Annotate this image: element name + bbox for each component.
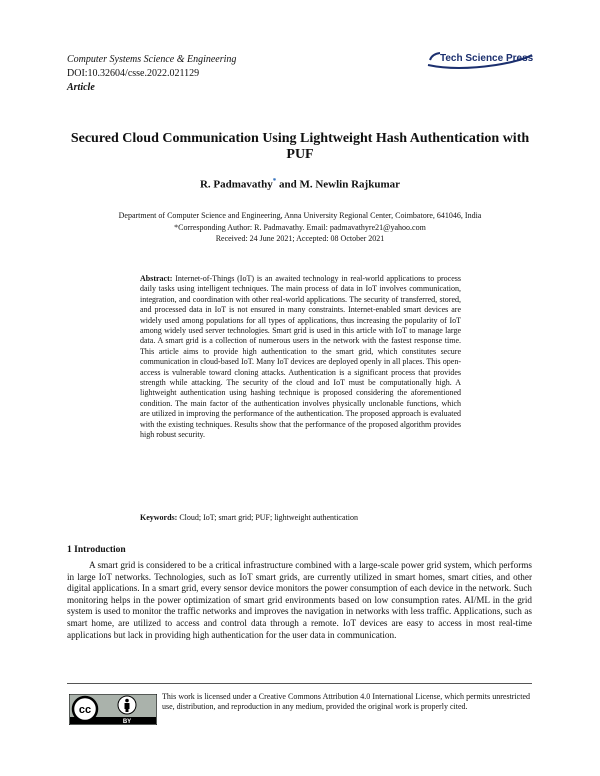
publisher-logo-text: Tech Science Press: [440, 53, 534, 64]
publisher-logo: [426, 51, 534, 69]
cc-by-badge[interactable]: [69, 694, 157, 725]
author-1: R. Padmavathy: [199, 178, 273, 191]
keywords: [140, 513, 461, 522]
paper-title: Secured Cloud Communication Using Lightweight Hash Authentication with PUF: [70, 131, 530, 162]
received-dates: Received: 24 June 2021; Accepted: 08 October 2021: [215, 234, 385, 243]
by-text: BY: [122, 719, 132, 725]
corresponding-mark[interactable]: *: [272, 177, 277, 185]
journal-name: Computer Systems Science & Engineering: [67, 54, 237, 65]
author-line: [60, 177, 540, 191]
abstract-label: Abstract:: [140, 274, 173, 283]
author-separator: and: [276, 178, 300, 191]
license-text: This work is licensed under a Creative Commons Attribution 4.0 International License, which permits unrestricted use, distribution, and reproduction in any medium, provided the original work is properly cited.: [162, 692, 530, 712]
affiliation-block: [60, 210, 540, 245]
corresponding-author: *Corresponding Author: R. Padmavathy. Email: padmavathyre21@yahoo.com: [174, 222, 426, 232]
author-2: M. Newlin Rajkumar: [299, 178, 400, 191]
section-heading-introduction: 1 Introduction: [67, 545, 126, 555]
footer-divider: [67, 683, 532, 684]
abstract: [140, 274, 461, 441]
cc-text: cc: [78, 704, 92, 716]
article-type: Article: [67, 82, 95, 93]
keywords-label: Keywords:: [140, 513, 178, 522]
cc-by-icon: [69, 694, 157, 725]
abstract-text: Internet-of-Things (IoT) is an awaited technology in real-world applications to process daily tasks using intelligent techniques. The main process of data in IoT involves communication, integration, and coordination with other real-world applications. The security of transferred, stored, and processed data in IoT is not ensured in many constraints. Internet-enabled smart devices are widely used among populations for all types of applications, thus increasing the popularity of IoT among widely used server technologies. Smart grid is used in this article with IoT to manage large data. A smart grid is a collection of numerous users in the network with the fastest response time. This article aims to provide high authentication to the smart grid, which constitutes secure communication in cloud-based IoT. Many IoT devices are deployed openly in all places. This open-access is vulnerable toward cloning attacks. Authentication is a significant process that provides strength while attacking. The security of the cloud and IoT must be computationally high. A lightweight authentication using hashing technique is proposed considering the aforementioned condition. The main factor of the authentication involves physically unclonable functions, which are utilized in improving the performance of the authentication. The proposed approach is evaluated with the existing techniques. Results show that the performance of the proposed algorithm provides high robust security.: [140, 274, 462, 440]
affiliation: Department of Computer Science and Engineering, Anna University Regional Center, Coimbatore, 641046, India: [118, 211, 482, 220]
introduction-paragraph: A smart grid is considered to be a critical infrastructure combined with a large-scale power grid system, which performs in large IoT networks. Technologies, such as IoT smart grids, are currently utilized in smart homes, smart cities, and other digital applications. In a smart grid, every sensor device monitors the power consumption of each device in the network. Such monitoring helps in the power optimization of smart grid environments based on low consumption rates. AI/ML in the grid system is used to monitor the traffic networks and improves the navigation in networks with less traffic. Applications, such as smart home, are utilized to access and control data through a remote. IoT devices are easy to access in most real-time applications but lack in providing high authentication for the user data in communication.: [67, 560, 532, 640]
doi[interactable]: DOI:10.32604/csse.2022.021129: [67, 68, 200, 79]
keywords-text: Cloud; IoT; smart grid; PUF; lightweight authentication: [179, 513, 358, 522]
